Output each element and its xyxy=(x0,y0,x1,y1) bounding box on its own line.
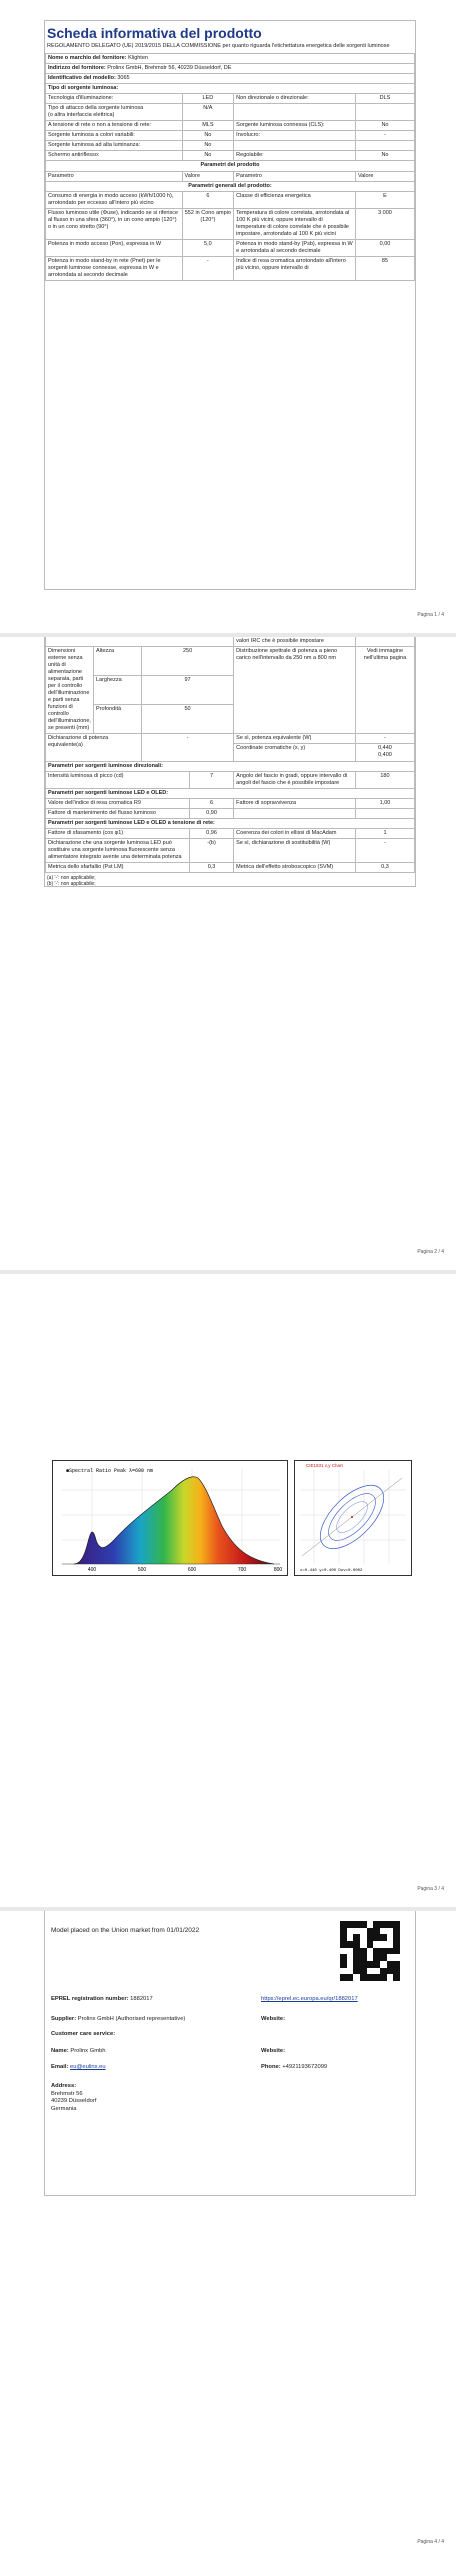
param-label: Classe di efficienza energetica xyxy=(234,191,356,208)
qr-module xyxy=(347,1934,354,1941)
x-tick: 700 xyxy=(237,1567,247,1573)
qr-module xyxy=(393,1961,400,1968)
param-value xyxy=(355,141,414,151)
qr-module xyxy=(347,1921,354,1928)
equiv-power2-value: - xyxy=(355,734,414,744)
qr-module xyxy=(373,1941,380,1948)
eprel-info-box xyxy=(44,1911,416,2196)
qr-module xyxy=(340,1948,347,1955)
email-row: Email: eu@eulinx.eu xyxy=(51,2064,106,2070)
eprel-number: 1882017 xyxy=(130,1996,153,2002)
param-value: 6 xyxy=(182,191,234,208)
qr-module xyxy=(367,1954,374,1961)
chromaticity-label: Coordinate cromatiche (x, y) xyxy=(234,744,356,761)
qr-module xyxy=(387,1921,394,1928)
cie-footer: x=0.440 y=0.400 Duv=0.0002 xyxy=(300,1569,363,1573)
qr-module xyxy=(393,1921,400,1928)
qr-module xyxy=(393,1968,400,1975)
param-row xyxy=(46,208,415,239)
qr-module xyxy=(353,1974,360,1981)
qr-module xyxy=(367,1968,374,1975)
qr-module xyxy=(340,1974,347,1981)
spectral-distribution-chart xyxy=(52,1460,288,1576)
equiv-power-value: - xyxy=(141,734,233,761)
document-title: Scheda informativa del prodotto xyxy=(47,25,262,41)
supplier-row: Supplier: Prolinx GmbH (Authorised representative) xyxy=(51,2016,186,2022)
param-label: Non direzionale o direzionale: xyxy=(234,94,356,104)
params-table-continued: valori IRC che è possibile impostare Dimensioni esterne senza unità di alimentazione separata, parti per il controllo dell'illuminazione e parti senza funzioni di controllo dell'illuminazione, se presenti (mm) Altezza 250 Distribuzione spettrale di potenza a pieno carico nell'intervallo da 250 nm a 800 nm Vedi immagine nell'ultima pagina Larghezza 97 Profondità 50 Dichiarazione di potenza equivalente(a) - Se sì, potenza equivalente (W) - Coordinate cromatiche (x, y) 0,440 0,400 Parametri per sorgenti luminose direzionali: Intensità luminosa di picco (cd) 7 Angolo del fascio in gradi, oppure intervallo di angoli del fascio che è possibile impostare 180 Parametri per sorgenti luminose LED e OLED: Valore dell'indice di resa cromatica R9 6 Fattore di sopravvivenza 1,00 Fattore di mantenimento del flusso luminoso 0,90 Parametri per sorgenti luminose LED e OLED a tensione di rete: Fattore di sfasamento (cos φ1) 0,96 Coerenza dei colori in ellissi di MacAdam 1 Dichiarazione che una sorgente luminosa LED può sostituire una sorgente luminosa fluorescente senza alimentatore integrato avente una determinata potenza -(b) Se sì, dichiarazione di sostituibilità (W) - Metrica dello sfarfallio (Pst LM) 0,3 Metrica dell'effetto stroboscopico (SVM) 0,3 xyxy=(45,637,415,873)
param-row xyxy=(46,151,415,161)
param-value: No xyxy=(182,151,234,161)
qr-module xyxy=(380,1954,387,1961)
footnotes xyxy=(45,873,415,889)
qr-module xyxy=(393,1941,400,1948)
page-number: Pagina 3 / 4 xyxy=(417,1886,444,1892)
qr-module xyxy=(353,1921,360,1928)
qr-module xyxy=(393,1928,400,1935)
x-tick: 800 xyxy=(273,1567,283,1573)
supplier-value: Prolinx GmbH (Authorised representative) xyxy=(77,2016,186,2022)
qr-code[interactable] xyxy=(340,1921,400,1981)
dim-width-value: 97 xyxy=(141,676,233,705)
qr-module xyxy=(347,1974,354,1981)
param-label: A tensione di rete o non a tensione di rete: xyxy=(46,121,183,131)
param-label: Regolabile: xyxy=(234,151,356,161)
param-label: Sorgente luminosa ad alta luminanza: xyxy=(46,141,183,151)
qr-module xyxy=(347,1968,354,1975)
mains-led-header: Parametri per sorgenti luminose LED e OLED a tensione di rete: xyxy=(46,818,415,828)
qr-module xyxy=(380,1934,387,1941)
param-label: Tecnologia d'illuminazione: xyxy=(46,94,183,104)
irc-cont: valori IRC che è possibile impostare xyxy=(234,637,356,647)
qr-module xyxy=(353,1968,360,1975)
dim-depth-label: Profondità xyxy=(93,705,141,734)
param-value: LED xyxy=(182,94,234,104)
qr-module xyxy=(347,1961,354,1968)
param-label xyxy=(234,104,356,121)
product-info-sheet xyxy=(44,20,416,590)
param-row xyxy=(46,256,415,280)
qr-module xyxy=(347,1948,354,1955)
param-row xyxy=(46,121,415,131)
param-label: Potenza in modo stand-by (Psb), espressa in W e arrotondata al secondo decimale xyxy=(234,239,356,256)
qr-module xyxy=(387,1928,394,1935)
param-label: Temperatura di colore correlata, arrotondata al 100 K più vicini, oppure intervallo di temperature di colore correlate che è possibile impostare, arrotondato al 100 K più vicini xyxy=(234,208,356,239)
qr-module xyxy=(353,1954,360,1961)
qr-module xyxy=(393,1934,400,1941)
qr-module xyxy=(387,1961,394,1968)
param-label: Consumo di energia in modo acceso (kWh/1000 h), arrotondato per eccesso all'intero più vicino xyxy=(46,191,183,208)
eprel-link[interactable]: https://eprel.ec.europa.eu/qr/1882017 xyxy=(261,1996,358,2002)
qr-module xyxy=(393,1974,400,1981)
page-number: Pagina 2 / 4 xyxy=(417,1249,444,1255)
param-value: 5,0 xyxy=(182,239,234,256)
chromaticity-value: 0,440 0,400 xyxy=(355,744,414,761)
brand-row: Nome o marchio del fornitore: Klighten xyxy=(46,54,415,64)
qr-module xyxy=(360,1948,367,1955)
param-value: No xyxy=(355,151,414,161)
qr-module xyxy=(353,1928,360,1935)
type-header: Tipo di sorgente luminosa: xyxy=(46,84,415,94)
address-block: Address: Brehmstr 56 40239 Düsseldorf Germania xyxy=(51,2083,97,2112)
page-3 xyxy=(0,1274,456,1907)
model-row: Identificativo del modello: 3065 xyxy=(46,74,415,84)
param-value: No xyxy=(355,121,414,131)
param-value: 3 000 xyxy=(355,208,414,239)
param-label: Potenza in modo stand-by in rete (Pnet) per le sorgenti luminose connesse, espressa in W e arrotondata al secondo decimale xyxy=(46,256,183,280)
qr-module xyxy=(373,1968,380,1975)
param-value: No xyxy=(182,131,234,141)
qr-module xyxy=(360,1968,367,1975)
qr-module xyxy=(360,1928,367,1935)
led-header: Parametri per sorgenti luminose LED e OLED: xyxy=(46,788,415,798)
qr-module xyxy=(360,1954,367,1961)
phone-value: +4921193672099 xyxy=(282,2064,328,2070)
param-label xyxy=(234,141,356,151)
regulation-subtitle: REGOLAMENTO DELEGATO (UE) 2019/2015 DELLA COMMISSIONE per quanto riguarda l'etichettatura energetica delle sorgenti luminose xyxy=(47,43,390,49)
param-value: E xyxy=(355,191,414,208)
param-row xyxy=(46,104,415,121)
qr-module xyxy=(373,1948,380,1955)
param-label: Tipo di attacco della sorgente luminosa (o altra interfaccia elettrica) xyxy=(46,104,183,121)
dim-height-label: Altezza xyxy=(93,647,141,676)
x-tick: 600 xyxy=(187,1567,197,1573)
general-params-header: Parametri generali del prodotto: xyxy=(46,181,415,191)
qr-module xyxy=(387,1974,394,1981)
qr-module xyxy=(353,1948,360,1955)
param-value xyxy=(355,104,414,121)
dim-height-value: 250 xyxy=(141,647,233,676)
qr-module xyxy=(347,1941,354,1948)
qr-module xyxy=(387,1934,394,1941)
qr-module xyxy=(373,1954,380,1961)
qr-module xyxy=(393,1954,400,1961)
qr-module xyxy=(380,1941,387,1948)
qr-module xyxy=(367,1934,374,1941)
qr-module xyxy=(373,1921,380,1928)
address-row: Indirizzo del fornitore: Prolinx GmbH, Brehmstr 56, 40239 Düsseldorf, DE xyxy=(46,64,415,74)
qr-module xyxy=(373,1928,380,1935)
product-info-sheet-continued xyxy=(44,637,416,887)
qr-module xyxy=(367,1948,374,1955)
spd-legend: ■Spectral Ratio Peak λ=600 nm xyxy=(66,1468,154,1474)
param-label: Potenza in modo acceso (Pon), espressa in W xyxy=(46,239,183,256)
phone-row: Phone: +4921193672099 xyxy=(261,2064,328,2070)
qr-module xyxy=(360,1974,367,1981)
name-row: Name: Prolinx Gmbh xyxy=(51,2048,106,2054)
brand-value: Klighten xyxy=(128,55,148,62)
params-header: Parametri del prodotto xyxy=(46,161,415,171)
footnote-b: (b) '-': non applicabile; xyxy=(47,880,96,887)
qr-module xyxy=(340,1934,347,1941)
param-row xyxy=(46,131,415,141)
param-label: Sorgente luminosa a colori variabili: xyxy=(46,131,183,141)
website-label: Website: xyxy=(261,2016,286,2022)
qr-module xyxy=(353,1941,360,1948)
supplier-table xyxy=(45,53,415,281)
website2-label: Website: xyxy=(261,2048,286,2054)
qr-module xyxy=(373,1974,380,1981)
param-value: MLS xyxy=(182,121,234,131)
param-row xyxy=(46,94,415,104)
param-value: - xyxy=(355,131,414,141)
address-value: Prolinx GmbH, Brehmstr 56, 40239 Düsseldorf, DE xyxy=(107,65,232,72)
x-tick: 400 xyxy=(87,1567,97,1573)
qr-module xyxy=(367,1974,374,1981)
spd-value: Vedi immagine nell'ultima pagina xyxy=(355,647,414,734)
qr-module xyxy=(393,1948,400,1955)
qr-module xyxy=(353,1934,360,1941)
qr-module xyxy=(347,1928,354,1935)
cie-chromaticity-chart xyxy=(294,1460,412,1576)
column-headers: Parametro Valore Parametro Valore xyxy=(46,171,415,181)
qr-module xyxy=(340,1928,347,1935)
footnote-a: (a) '-': non applicabile; xyxy=(47,874,96,881)
cie-title: CIE1931 x,y Chart xyxy=(306,1463,343,1468)
param-label: Indice di resa cromatica arrotondato all'intero più vicino, oppure intervallo di xyxy=(234,256,356,280)
qr-module xyxy=(360,1921,367,1928)
param-value: No xyxy=(182,141,234,151)
param-value: 85 xyxy=(355,256,414,280)
market-date: Model placed on the Union market from 01/01/2022 xyxy=(51,1927,200,1934)
param-value: 552 in Cono ampio (120°) xyxy=(182,208,234,239)
dimensions-label: Dimensioni esterne senza unità di alimentazione separata, parti per il controllo dell'illuminazione e parti senza funzioni di controllo dell'illuminazione, se presenti (mm) xyxy=(46,647,94,734)
param-value: N/A xyxy=(182,104,234,121)
param-label: Schermo antiriflesso: xyxy=(46,151,183,161)
qr-module xyxy=(373,1934,380,1941)
qr-module xyxy=(367,1928,374,1935)
customer-service-label: Customer care service: xyxy=(51,2031,116,2037)
qr-module xyxy=(380,1974,387,1981)
qr-module xyxy=(340,1954,347,1961)
qr-module xyxy=(387,1941,394,1948)
dim-width-label: Larghezza xyxy=(93,676,141,705)
param-row xyxy=(46,239,415,256)
equiv-power-label: Dichiarazione di potenza equivalente(a) xyxy=(46,734,142,761)
qr-module xyxy=(360,1961,367,1968)
qr-module xyxy=(367,1921,374,1928)
qr-module xyxy=(380,1961,387,1968)
param-value: 0,00 xyxy=(355,239,414,256)
x-tick: 500 xyxy=(137,1567,147,1573)
spd-label: Distribuzione spettrale di potenza a pieno carico nell'intervallo da 250 nm a 800 nm xyxy=(234,647,356,734)
eprel-row: EPREL registration number: 1882017 xyxy=(51,1996,153,2002)
model-value: 3065 xyxy=(117,75,130,82)
qr-module xyxy=(340,1941,347,1948)
qr-module xyxy=(380,1968,387,1975)
qr-module xyxy=(340,1968,347,1975)
qr-module xyxy=(340,1961,347,1968)
directional-header: Parametri per sorgenti luminose direzionali: xyxy=(46,761,415,771)
qr-module xyxy=(387,1954,394,1961)
qr-module xyxy=(360,1934,367,1941)
param-value: - xyxy=(182,256,234,280)
param-row xyxy=(46,141,415,151)
name-value: Prolinx Gmbh xyxy=(70,2048,106,2054)
page-4 xyxy=(0,1911,456,2560)
email-link[interactable]: eu@eulinx.eu xyxy=(70,2064,106,2070)
qr-module xyxy=(340,1921,347,1928)
param-value: DLS xyxy=(355,94,414,104)
page-2 xyxy=(0,637,456,1270)
page-number: Pagina 1 / 4 xyxy=(417,612,444,618)
qr-module xyxy=(367,1941,374,1948)
qr-module xyxy=(347,1954,354,1961)
qr-module xyxy=(387,1968,394,1975)
page-1 xyxy=(0,0,456,633)
param-row xyxy=(46,191,415,208)
param-label: Sorgente luminosa connessa (CLS): xyxy=(234,121,356,131)
qr-module xyxy=(373,1961,380,1968)
qr-module xyxy=(380,1921,387,1928)
qr-module xyxy=(367,1961,374,1968)
dim-depth-value: 50 xyxy=(141,705,233,734)
qr-module xyxy=(380,1928,387,1935)
qr-module xyxy=(387,1948,394,1955)
page-number: Pagina 4 / 4 xyxy=(417,2539,444,2545)
qr-module xyxy=(353,1961,360,1968)
param-label: Involucro: xyxy=(234,131,356,141)
equiv-power2-label: Se sì, potenza equivalente (W) xyxy=(234,734,356,744)
param-label: Flusso luminoso utile (Φuse), indicando se si riferisce al flusso in una sfera (360°), in un cono ampio (120°) o in un cono stretto (90°) xyxy=(46,208,183,239)
qr-module xyxy=(380,1948,387,1955)
qr-module xyxy=(360,1941,367,1948)
